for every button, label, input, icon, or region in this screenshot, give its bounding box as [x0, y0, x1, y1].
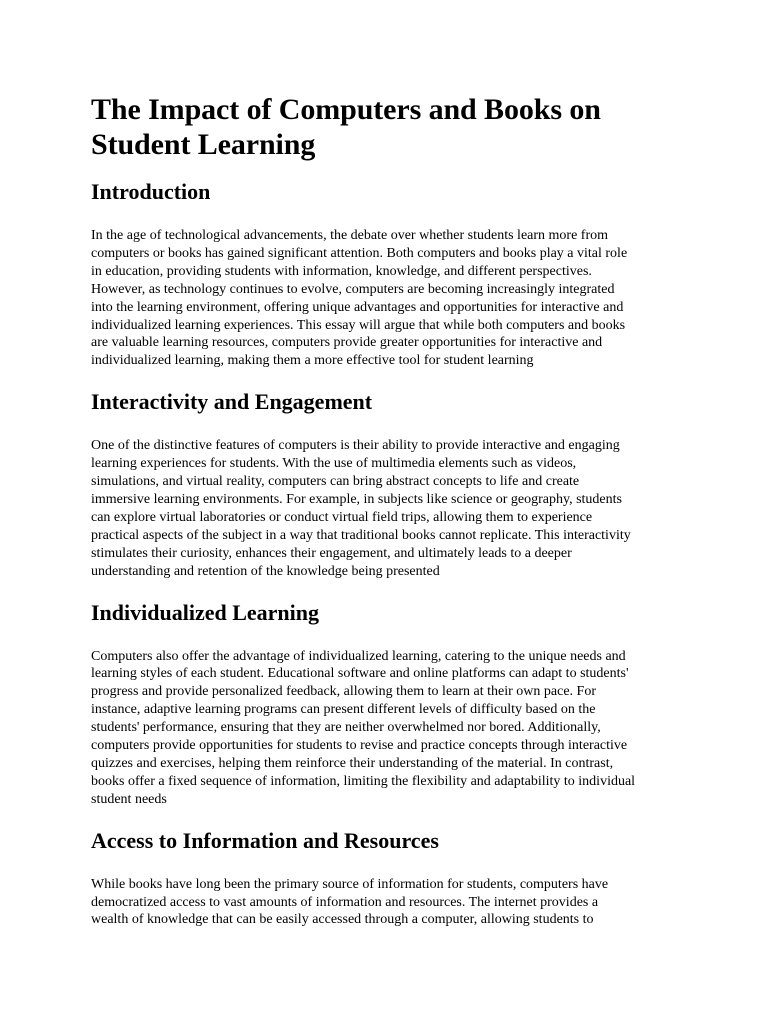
section-paragraph: One of the distinctive features of computers is their ability to provide interactive and engaging learning experiences for students. With the use of multimedia elements such as videos, simulations, and virtual reality, computers can bring abstract concepts to life and create immersive learning environments. For example, in subjects like science or geography, students can explore virtual laboratories or conduct virtual field trips, allowing them to experience practical aspects of the subject in a way that traditional books cannot replicate. This interactivity stimulates their curiosity, enhances their engagement, and ultimately leads to a deeper understanding and retention of the knowledge being presented: [91, 438, 631, 579]
section-introduction: [91, 179, 681, 370]
document-page: [91, 92, 681, 948]
section-access-to-information: [91, 828, 681, 930]
section-heading: Interactivity and Engagement: [91, 389, 373, 415]
section-heading: Individualized Learning: [91, 599, 320, 625]
section-heading: Access to Information and Resources: [91, 827, 439, 853]
section-paragraph: In the age of technological advancements, the debate over whether students learn more from computers or books has gained significant attention. Both computers and books play a vital role in education, providing students with information, knowledge, and different perspectives. However, as technology continues to evolve, computers are becoming increasingly integrated into the learning environment, offering unique advantages and opportunities for interactive and individualized learning experiences. This essay will argue that while both computers and books are valuable learning resources, computers provide greater opportunities for interactive and individualized learning, making them a more effective tool for student learning: [91, 228, 628, 369]
section-interactivity-and-engagement: [91, 389, 681, 580]
section-heading: Introduction: [91, 179, 211, 204]
section-paragraph: While books have long been the primary source of information for students, computers have democratized access to vast amounts of information and resources. The internet provides a wealth of knowledge that can be easily accessed through a computer, allowing students to: [91, 876, 609, 928]
section-individualized-learning: [91, 600, 681, 809]
section-paragraph: Computers also offer the advantage of individualized learning, catering to the unique needs and learning styles of each student. Educational software and online platforms can adapt to students' progress and provide personalized feedback, allowing them to learn at their own pace. For instance, adaptive learning programs can present different levels of difficulty based on the students' performance, ensuring that they are neither overwhelmed nor bored. Additionally, computers provide opportunities for students to revise and practice concepts through interactive quizzes and exercises, helping them reinforce their understanding of the material. In contrast, books offer a fixed sequence of information, limiting the flexibility and adaptability to individual student needs: [91, 648, 636, 807]
document-title: The Impact of Computers and Books on Student Learning: [91, 93, 601, 161]
